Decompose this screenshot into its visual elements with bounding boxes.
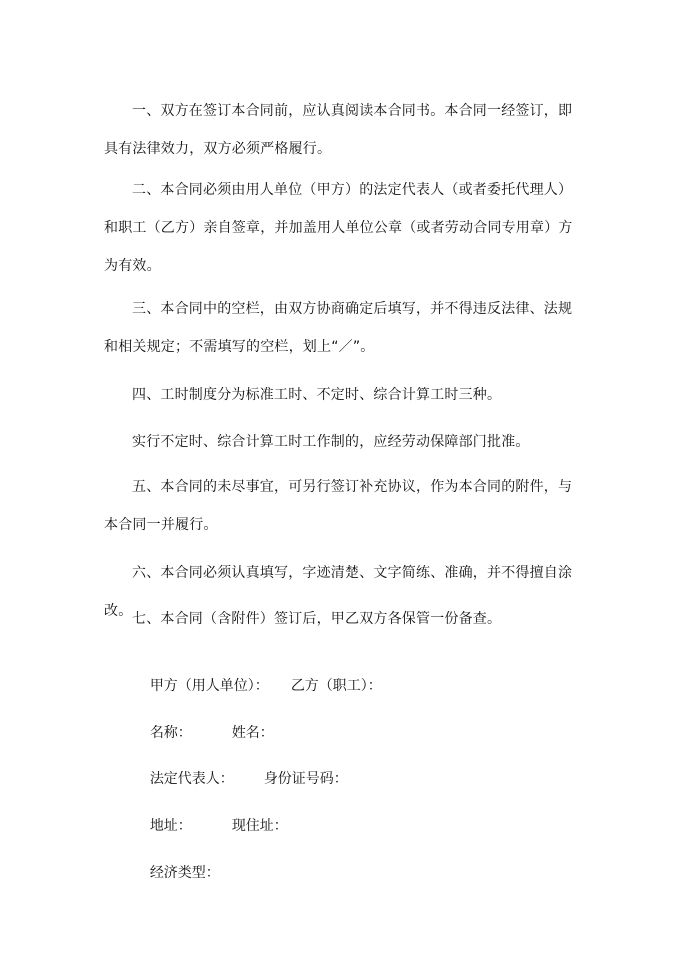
person-name-label: 姓名： [231, 725, 274, 741]
party-b-label: 乙方（职工）： [290, 678, 382, 694]
clause-2: 二、本合同必须由用人单位（甲方）的法定代表人（或者委托代理人）和职工（乙方）亲自签章，并加盖用人单位公章（或者劳动合同专用章）方为有效。 [104, 182, 573, 274]
id-number-label: 身份证号码： [263, 771, 348, 787]
economic-type-row [132, 843, 220, 903]
clause-4: 四、工时制度分为标准工时、不定时、综合计算工时三种。 [132, 387, 502, 403]
legal-rep-label: 法定代表人： [149, 771, 234, 787]
clause-6: 六、本合同必须认真填写，字迹清楚、文字简练、准确，并不得擅自涂改。 [104, 565, 573, 619]
party-a-label: 甲方（用人单位）： [149, 678, 269, 694]
clause-3: 三、本合同中的空栏，由双方协商确定后填写，并不得违反法律、法规和相关规定；不需填写的空栏，划上“／”。 [104, 301, 573, 355]
clause-7: 七、本合同（含附件）签订后，甲乙双方各保管一份备查。 [132, 611, 502, 627]
clause-1: 一、双方在签订本合同前，应认真阅读本合同书。本合同一经签订，即具有法律效力，双方必须严格履行。 [104, 103, 573, 157]
current-address-label: 现住址： [231, 818, 288, 834]
name-label: 名称： [149, 725, 192, 741]
clause-4-note: 实行不定时、综合计算工时工作制的，应经劳动保障部门批准。 [132, 434, 530, 450]
clause-5: 五、本合同的未尽事宜，可另行签订补充协议，作为本合同的附件，与本合同一并履行。 [104, 479, 573, 533]
address-label: 地址： [149, 818, 192, 834]
economic-type-label: 经济类型： [149, 865, 220, 881]
